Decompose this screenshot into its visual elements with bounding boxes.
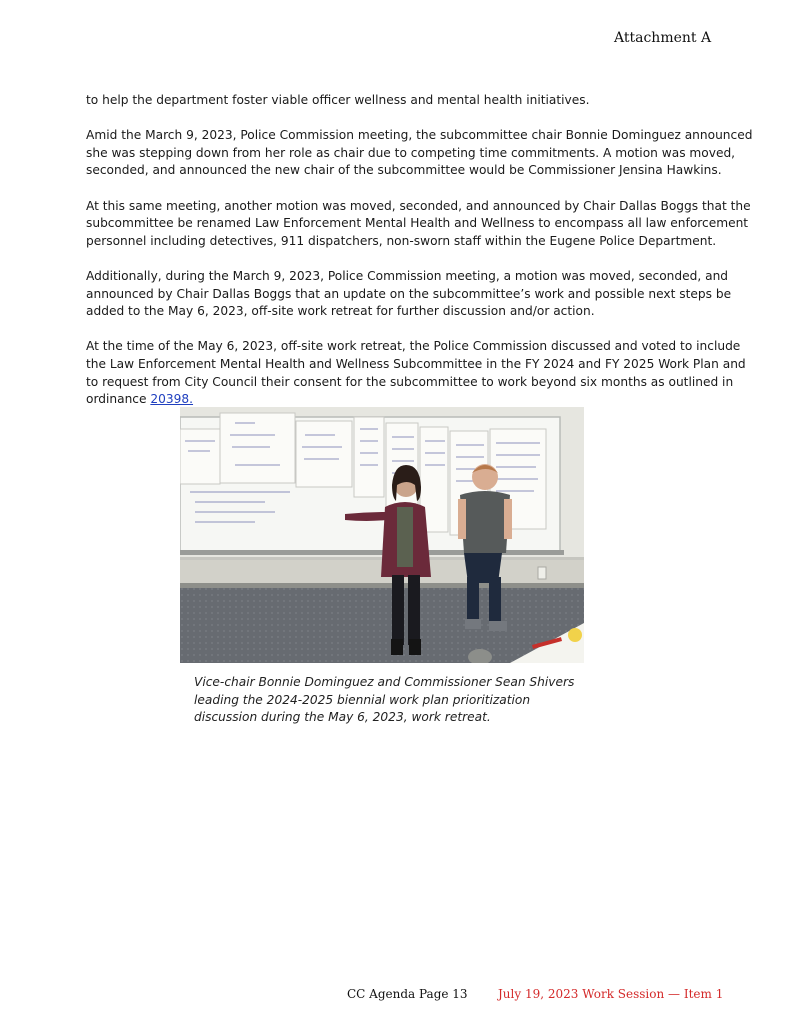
photo-caption: Vice-chair Bonnie Dominguez and Commissioner Sean Shivers leading the 2024-2025 biennial work plan prioritization discussion during the May 6, 2023, work retreat. [194, 675, 575, 725]
body-text [86, 92, 756, 426]
paragraph-4: Additionally, during the March 9, 2023, Police Commission meeting, a motion was moved, seconded, and announced by Chair Dallas Boggs that an update on the subcommittee’s work and possible next steps be added to the May 6, 2023, off-site work retreat for further discussion and/or action. [86, 268, 732, 319]
paragraph-5-text: At the time of the May 6, 2023, off-site work retreat, the Police Commission discussed and voted to include the Law Enforcement Mental Health and Wellness Subcommittee in the FY 2024 and FY 2025 Work Plan and to request from City Council their consent for the subcommittee to work beyond six months as outlined in ordinance [86, 339, 746, 407]
footer-page-number: CC Agenda Page 13 [347, 987, 468, 1001]
retreat-photo-illustration [180, 407, 584, 663]
retreat-photo [180, 407, 584, 663]
paragraph-2: Amid the March 9, 2023, Police Commission meeting, the subcommittee chair Bonnie Dominguez announced she was stepping down from her role as chair due to competing time commitments. A motion was moved, seconded, and announced the new chair of the subcommittee would be Commissioner Jensina Hawkins. [86, 128, 753, 178]
paragraph-3: At this same meeting, another motion was moved, seconded, and announced by Chair Dallas Boggs that the subcommittee be renamed Law Enforcement Mental Health and Wellness to encompass all law enforcement personnel including detectives, 911 dispatchers, non-sworn staff within the Eugene Police Department. [86, 198, 751, 248]
paragraph-5 [86, 338, 756, 408]
paragraph-1: to help the department foster viable officer wellness and mental health initiatives. [86, 93, 590, 107]
footer-agenda-item: July 19, 2023 Work Session — Item 1 [498, 987, 724, 1001]
ordinance-link[interactable]: 20398. [150, 392, 194, 407]
attachment-label: Attachment A [614, 30, 712, 46]
